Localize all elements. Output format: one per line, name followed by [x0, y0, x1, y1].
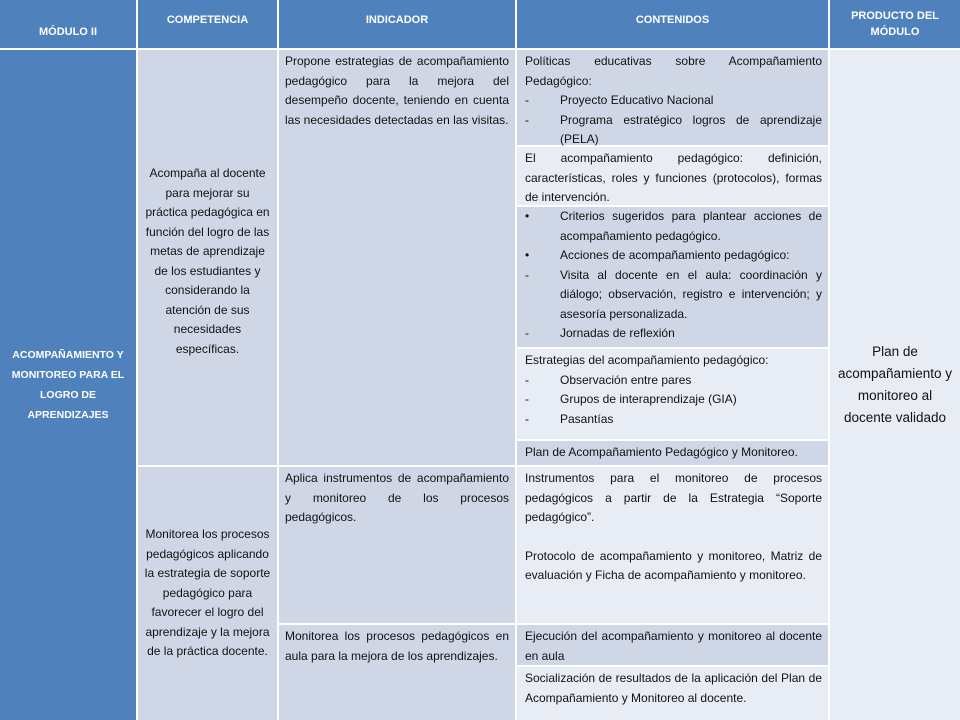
indicador-2: Aplica instrumentos de acompañamiento y monitoreo de los procesos pedagógicos.	[279, 467, 515, 623]
header-contenidos: CONTENIDOS	[517, 0, 828, 48]
header-competencia: COMPETENCIA	[138, 0, 277, 48]
contenido-instrumentos	[517, 467, 828, 623]
competencia-2: Monitorea los procesos pedagógicos aplicando la estrategia de soporte pedagógico para favorecer el logro del aprendizaje y la mejora de la práctica docente.	[138, 467, 277, 720]
list-item: - Proyecto Educativo Nacional	[525, 93, 714, 107]
contenido-paragraph: Protocolo de acompañamiento y monitoreo, Matriz de evaluación y Ficha de acompañamiento y monitoreo.	[525, 548, 822, 582]
contenido-acciones	[517, 207, 828, 347]
indicador-3: Monitorea los procesos pedagógicos en aula para la mejora de los aprendizajes.	[279, 625, 515, 720]
contenido-intro: Estrategias del acompañamiento pedagógico:	[525, 353, 769, 367]
contenido-plan: Plan de Acompañamiento Pedagógico y Monitoreo.	[517, 441, 828, 465]
list-item: • Criterios sugeridos para plantear acciones de acompañamiento pedagógico.	[525, 209, 822, 243]
module-name: ACOMPAÑAMIENTO Y MONITOREO PARA EL LOGRO DE APRENDIZAJES	[0, 50, 136, 720]
list-item: - Visita al docente en el aula: coordinación y diálogo; observación, registro e intervención; y asesoría personalizada.	[525, 267, 822, 321]
indicador-1: Propone estrategias de acompañamiento pedagógico para la mejora del desempeño docente, teniendo en cuenta las necesidades detectadas en las visitas.	[279, 50, 515, 465]
header-modulo: MÓDULO II	[0, 0, 136, 48]
contenido-socializacion: Socialización de resultados de la aplicación del Plan de Acompañamiento y Monitoreo al docente.	[517, 667, 828, 720]
list-item: - Observación entre pares	[525, 372, 692, 387]
contenido-intro: Políticas educativas sobre Acompañamiento Pedagógico:	[525, 54, 822, 88]
contenido-politicas	[517, 50, 828, 145]
competencia-1: Acompaña al docente para mejorar su práctica pedagógica en función del logro de las metas de aprendizaje de los estudiantes y considerando la atención de sus necesidades específicas.	[138, 50, 277, 465]
list-item: • Acciones de acompañamiento pedagógico:	[525, 248, 790, 262]
list-item: - Jornadas de reflexión	[525, 326, 675, 340]
list-item: - Grupos de interaprendizaje (GIA)	[525, 392, 737, 406]
contenido-paragraph: Instrumentos para el monitoreo de procesos pedagógicos a partir de la Estrategia “Soporte pedagógico”.	[525, 471, 822, 524]
contenido-ejecucion: Ejecución del acompañamiento y monitoreo al docente en aula	[517, 625, 828, 665]
contenido-estrategias	[517, 349, 828, 439]
list-item: - Pasantías	[525, 411, 614, 426]
header-indicador: INDICADOR	[279, 0, 515, 48]
header-producto: PRODUCTO DEL MÓDULO	[830, 0, 960, 48]
product-cell: Plan de acompañamiento y monitoreo al docente validado	[830, 50, 960, 720]
list-item: - Programa estratégico logros de aprendizaje (PELA)	[525, 112, 822, 146]
contenido-definicion: El acompañamiento pedagógico: definición, características, roles y funciones (protocolos), formas de intervención.	[517, 147, 828, 205]
